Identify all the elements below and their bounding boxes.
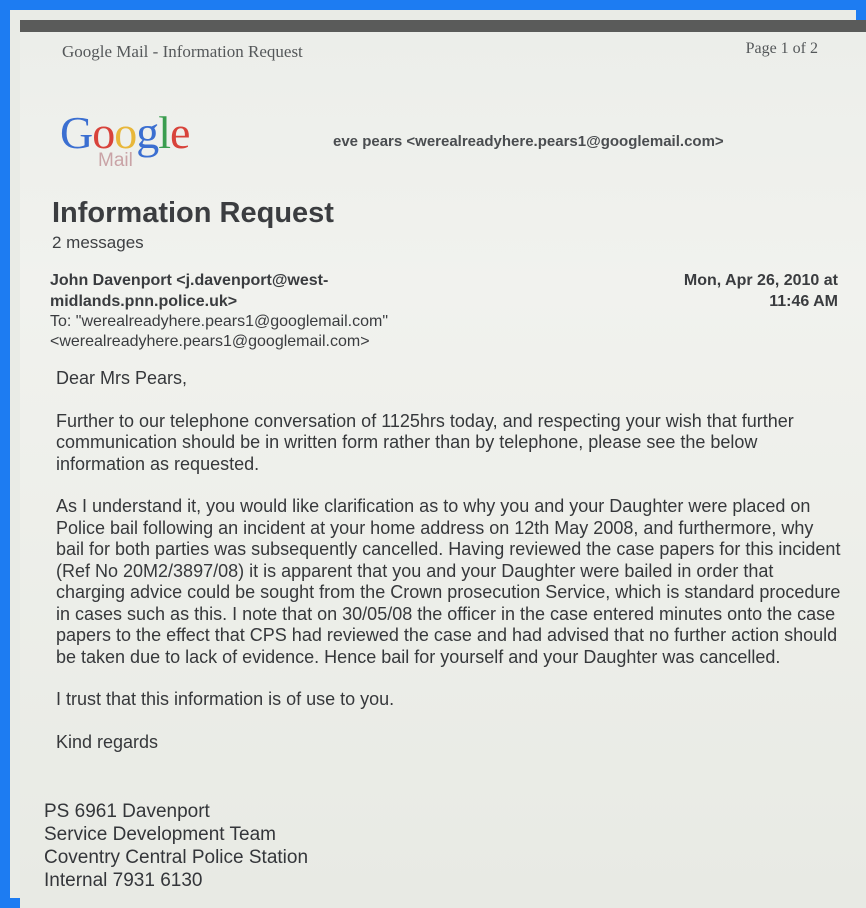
print-header-title: Google Mail - Information Request bbox=[62, 42, 303, 61]
page-top-edge bbox=[20, 20, 866, 32]
message-body bbox=[56, 368, 846, 774]
signature-line-4: Internal 7931 6130 bbox=[44, 870, 203, 891]
paragraph-3: I trust that this information is of use to you. bbox=[56, 689, 395, 709]
paragraph-1: Further to our telephone conversation of 1125hrs today, and respecting your wish that further communication should be in written form rather than by telephone, please see the below information as requested. bbox=[56, 410, 794, 474]
logo-letter: o bbox=[114, 107, 137, 158]
date-line-2: 11:46 AM bbox=[769, 293, 838, 310]
date-line-1: Mon, Apr 26, 2010 at bbox=[683, 272, 838, 289]
recipient bbox=[50, 312, 570, 352]
greeting: Dear Mrs Pears, bbox=[56, 368, 188, 388]
printed-page bbox=[20, 20, 866, 908]
signature-line-2: Service Development Team bbox=[44, 824, 276, 845]
signature bbox=[44, 800, 544, 892]
logo-letter: e bbox=[170, 107, 190, 158]
google-mail-logo bbox=[60, 107, 230, 190]
recipient-line-2: <werealreadyhere.pears1@googlemail.com> bbox=[50, 333, 370, 350]
logo-letter: g bbox=[136, 107, 159, 158]
sender-line-1: John Davenport <j.davenport@west- bbox=[50, 272, 329, 289]
account-email: eve pears <werealreadyhere.pears1@googlemail.com> bbox=[333, 133, 724, 150]
recipient-line-1: To: "werealreadyhere.pears1@googlemail.com" bbox=[50, 313, 388, 330]
signature-line-1: PS 6961 Davenport bbox=[44, 801, 210, 822]
paragraph-2: As I understand it, you would like clarification as to why you and your Daughter were placed on Police bail following an incident at your home address on 12th May 2008, and furthermore, why bail for both parties was subsequently cancelled. Having reviewed the case papers for this incident (Ref No 20M2/3897/08) it is apparent that you and your Daughter were bailed in order that charging advice could be sought from the Crown prosecution Service, which is standard procedure in cases such as this. I note that on 30/05/08 the officer in the case entered minutes onto the case papers to the effect that CPS had reviewed the case and had advised that no further action should be taken due to lack of evidence. Hence bail for yourself and your Daughter was cancelled. bbox=[56, 496, 841, 667]
thread-title: Information Request bbox=[52, 197, 334, 229]
logo-letter: l bbox=[158, 107, 171, 158]
closing: Kind regards bbox=[56, 731, 159, 752]
message-date bbox=[618, 270, 838, 312]
message-count: 2 messages bbox=[52, 233, 144, 252]
sender bbox=[50, 270, 490, 312]
logo-letter: G bbox=[60, 107, 93, 158]
logo-mail-label: Mail bbox=[98, 150, 133, 171]
logo-wordmark bbox=[60, 107, 230, 158]
print-header-page: Page 1 of 2 bbox=[745, 40, 818, 57]
sender-line-2: midlands.pnn.police.uk> bbox=[50, 293, 238, 310]
signature-line-3: Coventry Central Police Station bbox=[44, 847, 309, 868]
logo-letter: o bbox=[92, 107, 115, 158]
